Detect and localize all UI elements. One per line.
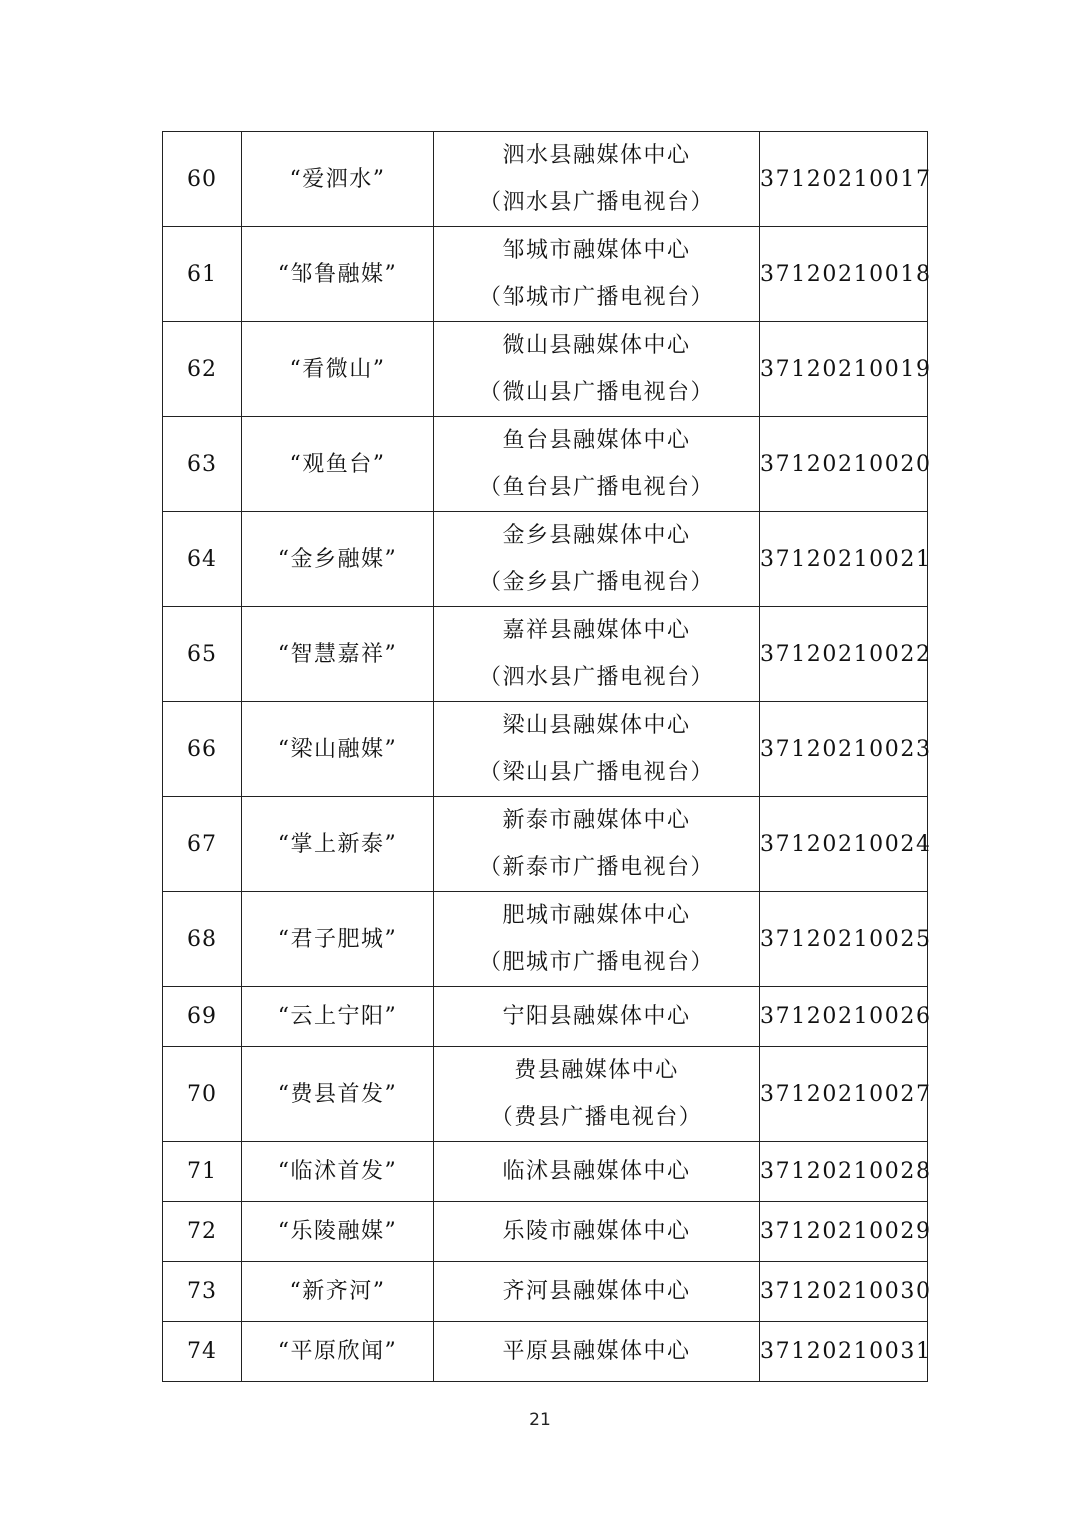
app-name: “观鱼台” xyxy=(242,417,434,512)
organization-alias: （泗水县广播电视台） xyxy=(478,190,714,215)
app-name: “平原欣闻” xyxy=(242,1322,434,1382)
app-name: “云上宁阳” xyxy=(242,987,434,1047)
organization xyxy=(434,702,760,797)
license-code: 37120210020 xyxy=(760,417,928,512)
row-number: 66 xyxy=(163,702,242,797)
organization xyxy=(434,322,760,417)
table-body xyxy=(163,132,932,1382)
organization xyxy=(434,987,760,1047)
license-code: 37120210017 xyxy=(760,132,928,227)
license-code: 37120210028 xyxy=(760,1142,928,1202)
app-name: “君子肥城” xyxy=(242,892,434,987)
table-row xyxy=(163,227,928,322)
organization-alias: （金乡县广播电视台） xyxy=(478,570,714,595)
page-number: 21 xyxy=(529,1410,551,1430)
license-code: 37120210031 xyxy=(760,1322,928,1382)
organization-name: 费县融媒体中心 xyxy=(514,1058,679,1083)
table-row xyxy=(163,1322,928,1382)
table-row xyxy=(163,1262,928,1322)
organization-name: 新泰市融媒体中心 xyxy=(502,808,691,833)
app-name: “金乡融媒” xyxy=(242,512,434,607)
organization-name: 嘉祥县融媒体中心 xyxy=(502,618,691,643)
organization xyxy=(434,1202,760,1262)
organization-alias: （费县广播电视台） xyxy=(490,1105,703,1130)
app-name: “费县首发” xyxy=(242,1047,434,1142)
organization xyxy=(434,892,760,987)
organization xyxy=(434,227,760,322)
table-row xyxy=(163,607,928,702)
license-code: 37120210027 xyxy=(760,1047,928,1142)
table-row xyxy=(163,892,928,987)
app-name: “看微山” xyxy=(242,322,434,417)
organization-name: 乐陵市融媒体中心 xyxy=(502,1219,691,1244)
row-number: 74 xyxy=(163,1322,242,1382)
organization-name: 金乡县融媒体中心 xyxy=(502,523,691,548)
app-name: “新齐河” xyxy=(242,1262,434,1322)
registry-table xyxy=(162,131,932,1382)
row-number: 70 xyxy=(163,1047,242,1142)
organization-name: 微山县融媒体中心 xyxy=(502,333,691,358)
organization-name: 鱼台县融媒体中心 xyxy=(502,428,691,453)
organization xyxy=(434,512,760,607)
row-number: 67 xyxy=(163,797,242,892)
organization xyxy=(434,1047,760,1142)
organization xyxy=(434,1262,760,1322)
organization-name: 梁山县融媒体中心 xyxy=(502,713,691,738)
table-row xyxy=(163,1142,928,1202)
organization-name: 齐河县融媒体中心 xyxy=(502,1279,691,1304)
row-number: 72 xyxy=(163,1202,242,1262)
table-row xyxy=(163,1202,928,1262)
license-code: 37120210023 xyxy=(760,702,928,797)
row-number: 60 xyxy=(163,132,242,227)
table-row xyxy=(163,987,928,1047)
organization-alias: （泗水县广播电视台） xyxy=(478,665,714,690)
license-code: 37120210022 xyxy=(760,607,928,702)
row-number: 69 xyxy=(163,987,242,1047)
table-row xyxy=(163,322,928,417)
table-row xyxy=(163,702,928,797)
table-row xyxy=(163,132,928,227)
app-name: “爱泗水” xyxy=(242,132,434,227)
row-number: 62 xyxy=(163,322,242,417)
organization-alias: （邹城市广播电视台） xyxy=(478,285,714,310)
license-code: 37120210018 xyxy=(760,227,928,322)
organization-name: 临沭县融媒体中心 xyxy=(502,1159,691,1184)
organization-name: 肥城市融媒体中心 xyxy=(502,903,691,928)
organization-name: 宁阳县融媒体中心 xyxy=(502,1004,691,1029)
license-code: 37120210030 xyxy=(760,1262,928,1322)
app-name: “乐陵融媒” xyxy=(242,1202,434,1262)
organization xyxy=(434,607,760,702)
row-number: 61 xyxy=(163,227,242,322)
table-row xyxy=(163,512,928,607)
row-number: 68 xyxy=(163,892,242,987)
license-code: 37120210019 xyxy=(760,322,928,417)
license-code: 37120210029 xyxy=(760,1202,928,1262)
table-row xyxy=(163,797,928,892)
organization xyxy=(434,1322,760,1382)
organization-alias: （鱼台县广播电视台） xyxy=(478,475,714,500)
app-name: “梁山融媒” xyxy=(242,702,434,797)
table-row xyxy=(163,1047,928,1142)
app-name: “掌上新泰” xyxy=(242,797,434,892)
license-code: 37120210025 xyxy=(760,892,928,987)
license-code: 37120210024 xyxy=(760,797,928,892)
row-number: 65 xyxy=(163,607,242,702)
organization xyxy=(434,417,760,512)
organization-name: 邹城市融媒体中心 xyxy=(502,238,691,263)
row-number: 71 xyxy=(163,1142,242,1202)
license-code: 37120210021 xyxy=(760,512,928,607)
organization xyxy=(434,132,760,227)
organization-alias: （梁山县广播电视台） xyxy=(478,760,714,785)
organization-name: 泗水县融媒体中心 xyxy=(502,143,691,168)
organization-alias: （肥城市广播电视台） xyxy=(478,950,714,975)
organization xyxy=(434,1142,760,1202)
app-name: “临沭首发” xyxy=(242,1142,434,1202)
organization xyxy=(434,797,760,892)
row-number: 73 xyxy=(163,1262,242,1322)
row-number: 64 xyxy=(163,512,242,607)
row-number: 63 xyxy=(163,417,242,512)
license-code: 37120210026 xyxy=(760,987,928,1047)
organization-alias: （新泰市广播电视台） xyxy=(478,855,714,880)
app-name: “邹鲁融媒” xyxy=(242,227,434,322)
app-name: “智慧嘉祥” xyxy=(242,607,434,702)
organization-alias: （微山县广播电视台） xyxy=(478,380,714,405)
table-row xyxy=(163,417,928,512)
organization-name: 平原县融媒体中心 xyxy=(502,1339,691,1364)
